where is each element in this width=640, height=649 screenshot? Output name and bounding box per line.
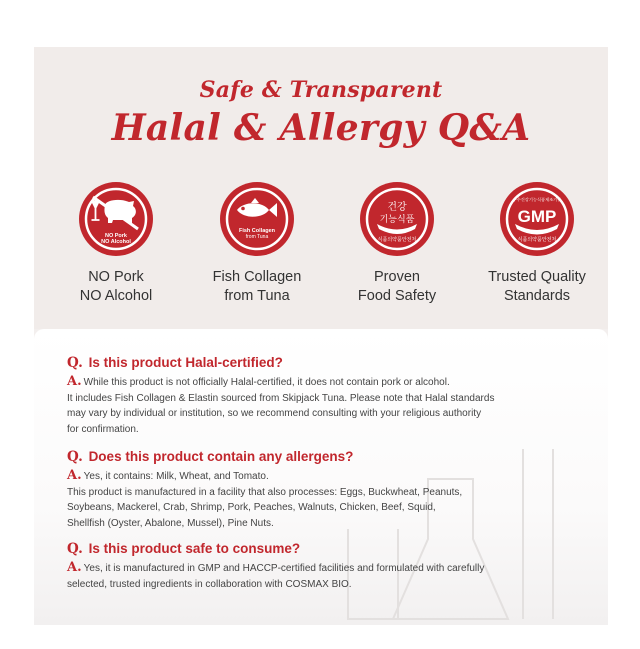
answer-line: Shellfish (Oyster, Abalone, Mussel), Pine Nuts. [67,517,274,529]
answer-text [67,468,587,531]
badge-label: Proven Food Safety [357,269,437,304]
page-title: Halal & Allergy Q&A [111,107,531,149]
badge-no-pork-no-alcohol [46,179,186,306]
badge-inner-text: Fish Collagen [238,228,276,234]
badge-label: NO Pork NO Alcohol [79,269,153,304]
question-heading [67,449,353,465]
badge-gmp [467,179,607,306]
question-marker: Q. [67,355,83,371]
answer-line: for confirmation. [67,423,139,435]
badge-label: Fish Collagen from Tuna [212,269,302,304]
badge-health-food [327,179,467,306]
question-text: Is this product safe to consume? [88,541,301,556]
answer-marker: A. [67,560,82,575]
answer-line: A. While this product is not officially Halal-certified, it does not contain pork or alcohol. [67,374,450,389]
question-heading [67,355,283,371]
question-text: Is this product Halal-certified? [88,355,283,370]
badge-fish-collagen [187,179,327,306]
badge-inner-text: from Tuna [245,234,269,240]
answer-line: may vary by individual or institution, so we recommend consulting with your religious authority [67,408,482,419]
badge-row [34,179,608,309]
answer-line: A. Yes, it is manufactured in GMP and HACCP-certified facilities and formulated with carefully [67,560,485,575]
question-marker: Q. [67,449,83,465]
info-card [34,47,608,625]
badge-inner-text: GMP [517,207,557,226]
answer-line: This product is manufactured in a facility that also processes: Eggs, Buckwheat, Peanuts, [67,486,463,498]
gmp-seal-icon [497,179,577,259]
answer-text [67,374,587,437]
badge-inner-text: 기능식품 [379,215,415,225]
answer-line: A. Yes, it contains: Milk, Wheat, and Tomato. [67,468,269,483]
badge-inner-text: NO Pork [104,233,128,239]
qa-section [34,329,608,625]
answer-line: Soybeans, Mackerel, Crab, Shrimp, Pork, Peaches, Walnuts, Chicken, Beef, Squid, [67,502,436,513]
badge-label: Trusted Quality Standards [488,269,586,304]
badge-inner-text: 식품의약품안전처 [377,237,417,243]
subtitle: Safe & Transparent [199,77,443,103]
answer-text [67,560,587,592]
no-pork-no-alcohol-icon [76,179,156,259]
question-heading [67,541,300,557]
badge-inner-text: 건강 [387,202,407,213]
answer-line: It includes Fish Collagen & Elastin sourced from Skipjack Tuna. Please note that Halal standards [67,392,495,404]
answer-marker: A. [67,374,82,389]
question-marker: Q. [67,541,83,557]
fish-icon [217,179,297,259]
badge-inner-text: NO Alcohol [101,239,131,245]
question-text: Does this product contain any allergens? [88,449,354,464]
health-food-seal-icon [357,179,437,259]
badge-inner-text: 우수건강기능식품제조기준 [512,197,562,202]
header-section [34,47,608,329]
answer-marker: A. [67,468,82,483]
answer-line: selected, trusted ingredients in collaboration with COSMAX BIO. [67,578,352,590]
badge-inner-text: 식품의약품안전처 [517,237,557,243]
